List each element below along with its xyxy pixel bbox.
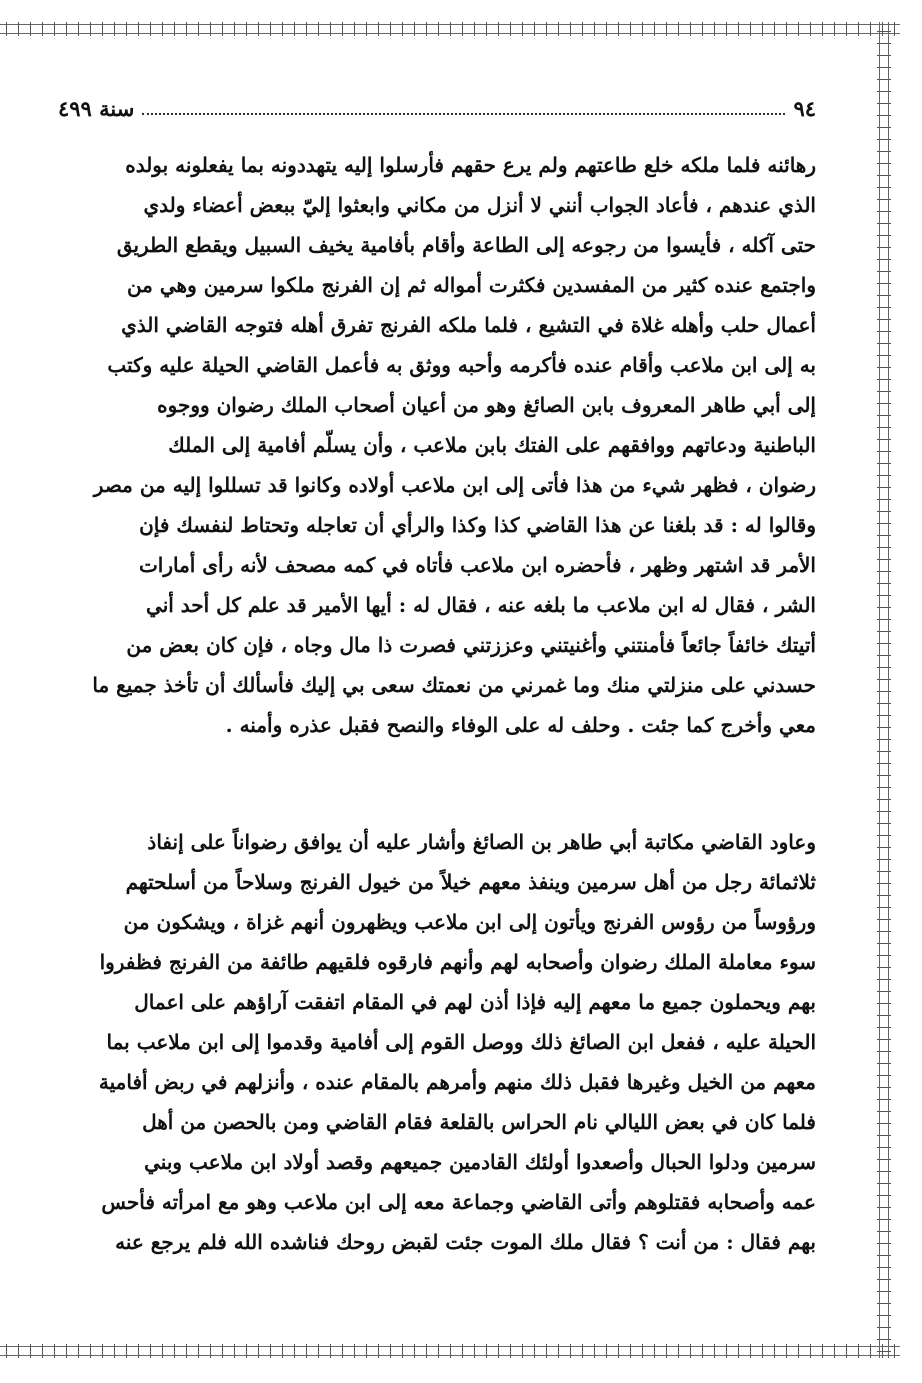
bottom-ornamental-border — [0, 1344, 900, 1358]
text-line: سرمين ودلوا الحبال وأصعدوا أولئك القادمين جميعهم وقصد أولاد ابن ملاعب وبني — [144, 1150, 816, 1174]
header-dotted-leader — [142, 113, 785, 115]
text-line: أعمال حلب وأهله غلاة في التشيع ، فلما ملكه الفرنج تفرق أهله فتوجه القاضي الذي — [121, 313, 816, 337]
text-line: فلما كان في بعض الليالي نام الحراس بالقلعة فقام القاضي ومن بالحصن من أهل — [142, 1110, 816, 1134]
text-line: وقالوا له : قد بلغنا عن هذا القاضي كذا وكذا والرأي أن تعاجله وتحتاط لنفسك فإن — [139, 513, 816, 537]
right-ornamental-border — [877, 22, 891, 1358]
text-line: واجتمع عنده كثير من المفسدين فكثرت أمواله ثم إن الفرنج ملكوا سرمين وهي من — [126, 273, 816, 297]
text-line: معي وأخرج كما جئت . وحلف له على الوفاء والنصح فقبل عذره وأمنه . — [225, 713, 816, 737]
page-number: ٩٤ — [793, 95, 816, 121]
text-line: الشر ، فقال له ابن ملاعب ما بلغه عنه ، فقال له : أيها الأمير قد علم كل أحد أني — [146, 593, 816, 617]
text-line: بهم فقال : من أنت ؟ فقال ملك الموت جئت لقبض روحك فناشده الله فلم يرجع عنه — [115, 1230, 816, 1254]
page-header — [58, 92, 816, 124]
text-line: وعاود القاضي مكاتبة أبي طاهر بن الصائغ وأشار عليه أن يوافق رضواناً على إنفاذ — [147, 830, 816, 854]
text-line: رهائنه فلما ملكه خلع طاعتهم ولم يرع حقهم فأرسلوا إليه يتهددونه بما يفعلونه بولده — [125, 153, 816, 177]
text-line: رضوان ، فظهر شيء من هذا فأتى إلى ابن ملاعب أولاده وكانوا قد تسللوا إليه من مصر — [93, 473, 816, 497]
year-title: سنة ٤٩٩ — [58, 95, 135, 121]
text-line: الباطنية ودعاتهم ووافقهم على الفتك بابن ملاعب ، وأن يسلّم أفامية إلى الملك — [168, 433, 816, 457]
text-line: الأمر قد اشتهر وظهر ، فأحضره ابن ملاعب فأتاه في كمه مصحف لأنه رأى أمارات — [138, 553, 816, 577]
text-line: الذي عندهم ، فأعاد الجواب أنني لا أنزل من مكاني وابعثوا إليّ ببعض أعضاء ولدي — [143, 193, 816, 217]
text-line: معهم من الخيل وغيرها فقبل ذلك منهم وأمرهم بالمقام عنده ، وأنزلهم في ربض أفامية — [98, 1070, 816, 1094]
text-line: إلى أبي طاهر المعروف بابن الصائغ وهو من أعيان أصحاب الملك رضوان ووجوه — [157, 393, 816, 417]
text-line: ثلاثمائة رجل من أهل سرمين وينفذ معهم خيلاً من خيول الفرنج وسلاحاً من أسلحتهم — [125, 870, 816, 894]
text-line: الحيلة عليه ، ففعل ابن الصائغ ذلك ووصل القوم إلى أفامية وقدموا إلى ابن ملاعب بما — [106, 1030, 816, 1054]
text-line: حسدني على منزلتي منك وما غمرني من نعمتك سعى بي إليك فأسألك أن تأخذ جميع ما — [92, 673, 816, 697]
paragraph-1 — [60, 145, 816, 745]
text-line: بهم ويحملون جميع ما معهم إليه فإذا أذن لهم في المقام اتفقت آراؤهم على اعمال — [134, 990, 816, 1014]
text-line: سوء معاملة الملك رضوان وأصحابه لهم وأنهم فارقوه فلقيهم طائفة من الفرنج فظفروا — [99, 950, 816, 974]
text-line: ورؤوساً من رؤوس الفرنج ويأتون إلى ابن ملاعب ويظهرون أنهم غزاة ، ويشكون من — [123, 910, 816, 934]
text-line: عمه وأصحابه فقتلوهم وأتى القاضي وجماعة معه إلى ابن ملاعب وهو مع امرأته فأحس — [101, 1190, 816, 1214]
text-line: حتى آكله ، فأيسوا من رجوعه إلى الطاعة وأقام بأفامية يخيف السبيل ويقطع الطريق — [116, 233, 816, 257]
text-line: أتيتك خائفاً جائعاً فأمنتني وأغنيتني وعززتني فصرت ذا مال وجاه ، فإن كان بعض من — [126, 633, 816, 657]
paragraph-2 — [60, 822, 816, 1262]
text-line: به إلى ابن ملاعب وأقام عنده فأكرمه وأحبه ووثق به فأعمل القاضي الحيلة عليه وكتب — [107, 353, 816, 377]
top-ornamental-border — [0, 22, 900, 36]
